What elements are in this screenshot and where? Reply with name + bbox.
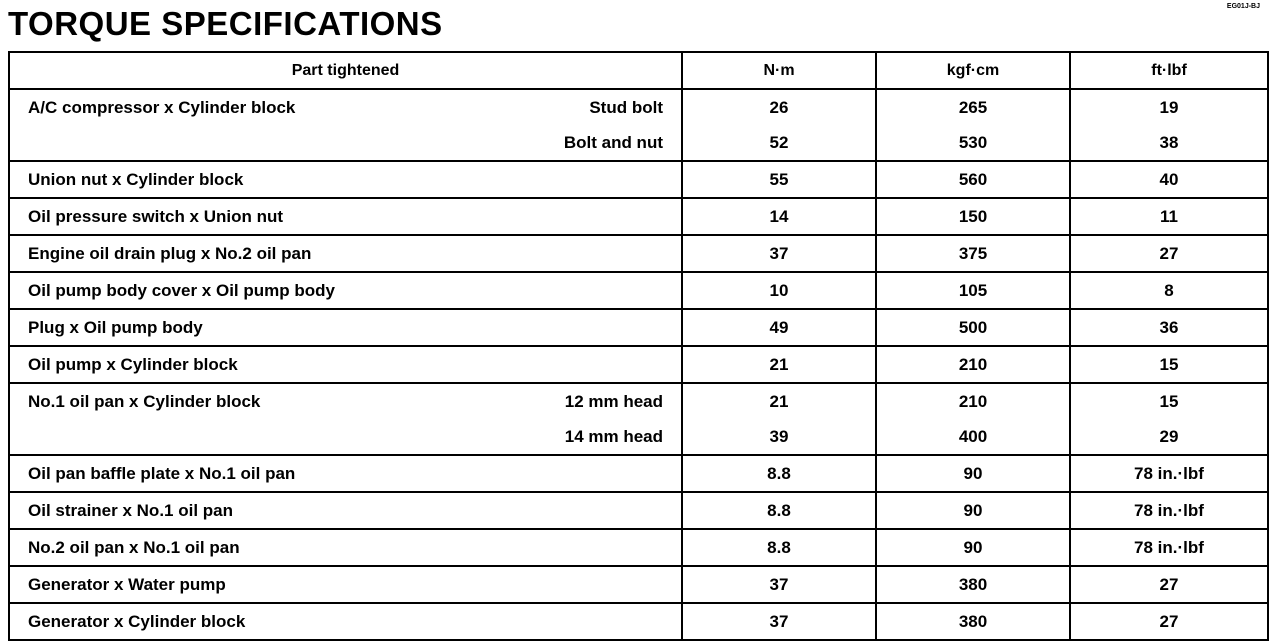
- part-cell: [9, 566, 682, 603]
- part-cell: [9, 161, 682, 198]
- kgf-value: 380: [876, 566, 1070, 603]
- part-name: Engine oil drain plug x No.2 oil pan: [28, 243, 312, 263]
- table-header-row: [9, 52, 1268, 89]
- ft-value: 8: [1070, 272, 1268, 309]
- table-row: [9, 161, 1268, 198]
- part-cell: [9, 492, 682, 529]
- part-variant: Stud bolt: [589, 97, 663, 117]
- nm-value: 26: [682, 89, 876, 125]
- header-part-tightened: Part tightened: [9, 52, 682, 89]
- part-cell: [9, 309, 682, 346]
- header-nm: N·m: [682, 52, 876, 89]
- table-row: [9, 529, 1268, 566]
- kgf-value: 380: [876, 603, 1070, 640]
- part-cell: [9, 198, 682, 235]
- part-cell: [9, 89, 682, 125]
- table-row: [9, 198, 1268, 235]
- part-name: Union nut x Cylinder block: [28, 169, 244, 189]
- part-name: A/C compressor x Cylinder block: [28, 97, 296, 117]
- table-row: [9, 419, 1268, 455]
- ft-value: 15: [1070, 383, 1268, 419]
- ft-value: 27: [1070, 566, 1268, 603]
- kgf-value: 90: [876, 492, 1070, 529]
- nm-value: 39: [682, 419, 876, 455]
- part-cell: [9, 235, 682, 272]
- kgf-value: 150: [876, 198, 1070, 235]
- table-row: [9, 346, 1268, 383]
- kgf-value: 210: [876, 383, 1070, 419]
- kgf-value: 560: [876, 161, 1070, 198]
- kgf-value: 500: [876, 309, 1070, 346]
- kgf-value: 90: [876, 455, 1070, 492]
- ft-value: 78 in.·lbf: [1070, 455, 1268, 492]
- table-row: [9, 125, 1268, 161]
- page-title: TORQUE SPECIFICATIONS: [8, 5, 443, 42]
- nm-value: 55: [682, 161, 876, 198]
- table-row: [9, 235, 1268, 272]
- nm-value: 21: [682, 383, 876, 419]
- part-cell: [9, 125, 682, 161]
- nm-value: 21: [682, 346, 876, 383]
- part-name: Oil strainer x No.1 oil pan: [28, 500, 233, 520]
- header-kgf-cm: kgf·cm: [876, 52, 1070, 89]
- table-row: [9, 309, 1268, 346]
- part-name: Oil pump x Cylinder block: [28, 354, 238, 374]
- part-cell: [9, 455, 682, 492]
- part-cell: [9, 419, 682, 455]
- ft-value: 78 in.·lbf: [1070, 492, 1268, 529]
- ft-value: 27: [1070, 603, 1268, 640]
- ft-value: 29: [1070, 419, 1268, 455]
- ft-value: 78 in.·lbf: [1070, 529, 1268, 566]
- ft-value: 11: [1070, 198, 1268, 235]
- nm-value: 14: [682, 198, 876, 235]
- kgf-value: 210: [876, 346, 1070, 383]
- part-cell: [9, 272, 682, 309]
- table-row: [9, 492, 1268, 529]
- part-cell: [9, 603, 682, 640]
- kgf-value: 400: [876, 419, 1070, 455]
- nm-value: 37: [682, 566, 876, 603]
- part-variant: 14 mm head: [564, 426, 663, 446]
- table-row: [9, 603, 1268, 640]
- kgf-value: 375: [876, 235, 1070, 272]
- part-cell: [9, 383, 682, 419]
- nm-value: 10: [682, 272, 876, 309]
- part-variant: 12 mm head: [564, 391, 663, 411]
- ft-value: 27: [1070, 235, 1268, 272]
- ft-value: 40: [1070, 161, 1268, 198]
- ft-value: 19: [1070, 89, 1268, 125]
- header-ft-lbf: ft·lbf: [1070, 52, 1268, 89]
- nm-value: 49: [682, 309, 876, 346]
- nm-value: 8.8: [682, 529, 876, 566]
- kgf-value: 530: [876, 125, 1070, 161]
- table-row: [9, 272, 1268, 309]
- torque-spec-table: [8, 51, 1269, 641]
- kgf-value: 90: [876, 529, 1070, 566]
- table-row: [9, 383, 1268, 419]
- part-cell: [9, 346, 682, 383]
- nm-value: 37: [682, 235, 876, 272]
- part-name: Oil pump body cover x Oil pump body: [28, 280, 335, 300]
- part-name: Generator x Cylinder block: [28, 611, 246, 631]
- ft-value: 15: [1070, 346, 1268, 383]
- ft-value: 38: [1070, 125, 1268, 161]
- part-variant: Bolt and nut: [563, 132, 663, 152]
- kgf-value: 265: [876, 89, 1070, 125]
- nm-value: 8.8: [682, 492, 876, 529]
- nm-value: 37: [682, 603, 876, 640]
- ft-value: 36: [1070, 309, 1268, 346]
- table-row: [9, 455, 1268, 492]
- part-name: No.2 oil pan x No.1 oil pan: [28, 537, 240, 557]
- table-row: [9, 89, 1268, 125]
- part-name: Oil pressure switch x Union nut: [28, 206, 284, 226]
- part-name: Plug x Oil pump body: [28, 317, 203, 337]
- part-cell: [9, 529, 682, 566]
- nm-value: 8.8: [682, 455, 876, 492]
- part-name: Oil pan baffle plate x No.1 oil pan: [28, 463, 296, 483]
- table-row: [9, 566, 1268, 603]
- part-name: No.1 oil pan x Cylinder block: [28, 391, 261, 411]
- nm-value: 52: [682, 125, 876, 161]
- document-code: EG01J-BJ: [1226, 3, 1260, 10]
- part-name: Generator x Water pump: [28, 574, 226, 594]
- kgf-value: 105: [876, 272, 1070, 309]
